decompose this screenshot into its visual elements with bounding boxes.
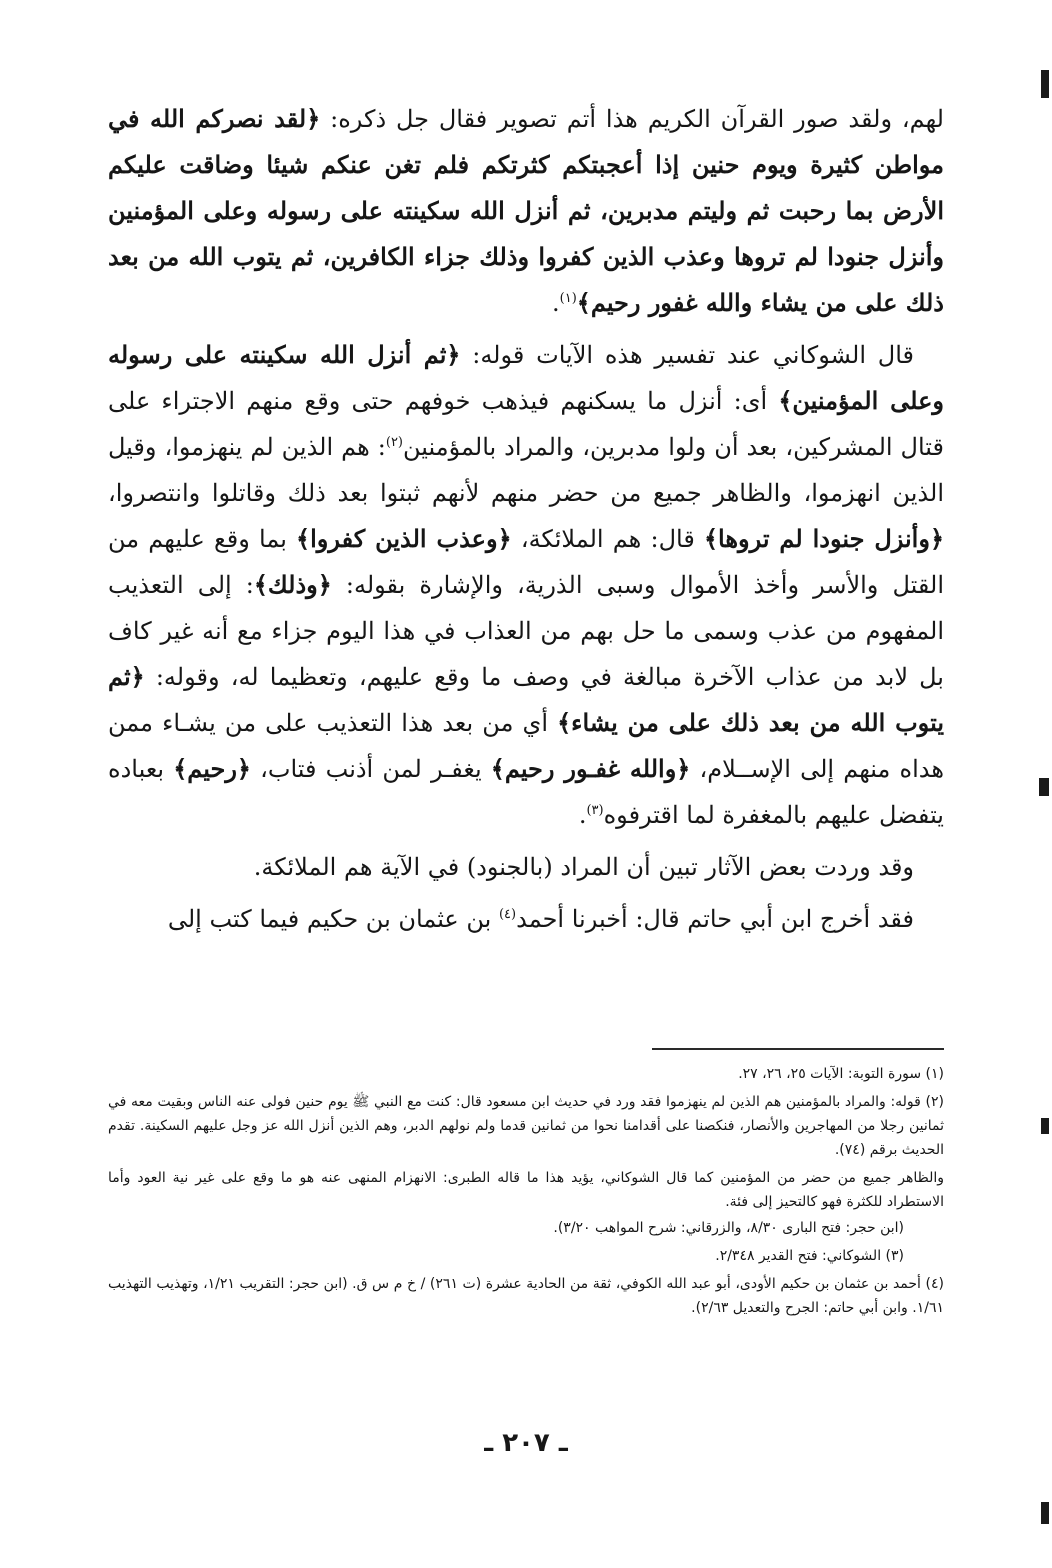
scan-edge-mark: [1041, 1502, 1049, 1524]
paragraph: [108, 844, 944, 890]
text-run: بما وقع عليهم من القتل والأسر وأخذ الأموال وسبى الذرية، والإشارة بقوله:: [108, 525, 944, 599]
text-run: يغفـر لمن أذنب فتاب،: [250, 755, 491, 783]
footnote-2-reference: (ابن حجر: فتح البارى ٨/٣٠، والزرقاني: شرح المواهب ٣/٢٠).: [553, 1220, 904, 1236]
text-run: وقد وردت بعض الآثار تبين أن المراد (بالجنود) في الآية هم الملائكة.: [253, 853, 914, 881]
footnote-4: (٤) أحمد بن عثمان بن حكيم الأودى، أبو عبد الله الكوفي، ثقة من الحادية عشرة (ت ٢٦١) / خ م س ق. (ابن حجر: التقريب ١/٢١، وتهذيب التهذيب ١/٦١. وابن أبي حاتم: الجرح والتعديل ٢/٦٣).: [108, 1276, 944, 1316]
text-run: قال الشوكاني عند تفسير هذه الآيات قوله:: [460, 341, 914, 369]
page-number: ـ ٢٠٧ ـ: [484, 1428, 568, 1458]
text-run: فقد أخرج ابن أبي حاتم قال: أخبرنا أحمد: [516, 905, 914, 933]
scan-edge-mark: [1041, 1118, 1049, 1134]
footnotes: [108, 1062, 944, 1324]
quran-verse: ﴿ثم يتوب الله من بعد ذلك على من يشاء﴾: [108, 662, 944, 737]
scan-edge-mark: [1041, 70, 1049, 98]
main-text: [108, 96, 944, 942]
footnote-ref: (٣): [586, 803, 604, 818]
text-run: قال: هم الملائكة،: [511, 525, 704, 553]
footnote-3: (٣) الشوكاني: فتح القدير ٢/٣٤٨.: [715, 1248, 904, 1264]
footnote-2: (٢) قوله: والمراد بالمؤمنين هم الذين لم ينهزموا فقد ورد في حديث ابن مسعود قال: كنت مع النبي ﷺ يوم حنين فولى عنه الناس وبقيت معه في ثمانين رجلا من المهاجرين والأنصار، فنكصنا على أقدامنا نحوا من ثمانين قدما ولم نولهم الدبر، وهم الذين أنزل الله عز وجل عليهم السكينة. تقدم الحديث برقم (٧٤).: [108, 1094, 944, 1158]
footnote-2-continuation: والظاهر جميع من حضر من المؤمنين كما قال الشوكاني، يؤيد هذا ما قاله الطبرى: الانهزام المنهى عنه هو ما وقع على غير نية العود وأما الاستطراد للكثرة فهو كالتحيز إلى فئة.: [108, 1170, 944, 1210]
text-run: لهم، ولقد صور القرآن الكريم هذا أتم تصوير فقال جل ذكره:: [320, 105, 944, 133]
quran-verse: ﴿لقد نصركم الله في مواطن كثيرة ويوم حنين إذا أعجبتكم كثرتكم فلم تغن عنكم شيئا وضاقت عليكم الأرض بما رحبت ثم وليتم مدبرين، ثم أنزل الله سكينته على رسوله وعلى المؤمنين وأنزل جنودا لم تروها وعذب الذين كفروا وذلك جزاء الكافرين، ثم يتوب الله من بعد ذلك على من يشاء والله غفور رحيم﴾: [108, 104, 944, 317]
quran-verse: ﴿وأنزل جنودا لم تروها﴾: [703, 524, 945, 553]
paragraph: [108, 896, 944, 942]
text-run: أي من بعد هذا التعذيب على من يشـاء ممن هداه منهم إلى الإســلام،: [108, 709, 944, 783]
quran-verse: ﴿وذلك﴾: [253, 570, 332, 599]
scan-edge-mark: [1039, 778, 1049, 796]
footnote-1: (١) سورة التوبة: الآيات ٢٥، ٢٦، ٢٧.: [738, 1066, 944, 1082]
text-run: .: [552, 289, 560, 317]
paragraph: [108, 332, 944, 838]
footnote-ref: (٤): [498, 907, 517, 922]
quran-verse: ﴿وعذب الذين كفروا﴾: [296, 524, 512, 553]
text-run: بعباده يتفضل عليهم بالمغفرة لما اقترفوه: [108, 755, 944, 829]
paragraph: [108, 96, 944, 326]
quran-verse: ﴿ثم أنزل الله سكينته على رسوله وعلى المؤمنين﴾: [108, 340, 945, 415]
quran-verse: ﴿رحيم﴾: [173, 754, 251, 783]
text-run: أى: أنزل ما يسكنهم فيذهب خوفهم حتى وقع منهم الاجتراء على قتال المشركين، بعد أن ولوا مدبرين، والمراد بالمؤمنين: [108, 387, 945, 461]
text-run: .: [578, 801, 587, 829]
footnote-ref: (٢): [385, 435, 403, 450]
footnote-separator: [652, 1048, 944, 1050]
text-run: بن عثمان بن حكيم فيما كتب إلى: [167, 905, 499, 933]
text-run: : إلى التعذيب المفهوم من عذب وسمى ما حل بهم من العذاب في هذا اليوم جزاء مع أنه غير كاف بل لابد من عذاب الآخرة مبالغة في وصف ما وقع عليهم، وتعظيما له، وقوله:: [108, 571, 944, 691]
text-run: : هم الذين لم ينهزموا، وقيل الذين انهزموا، والظاهر جميع من حضر منهم لأنهم ثبتوا بعد ذلك وقاتلوا وانتصروا،: [108, 433, 944, 507]
quran-verse: ﴿والله غفـور رحيم﴾: [490, 754, 691, 783]
footnote-ref: (١): [559, 291, 577, 306]
